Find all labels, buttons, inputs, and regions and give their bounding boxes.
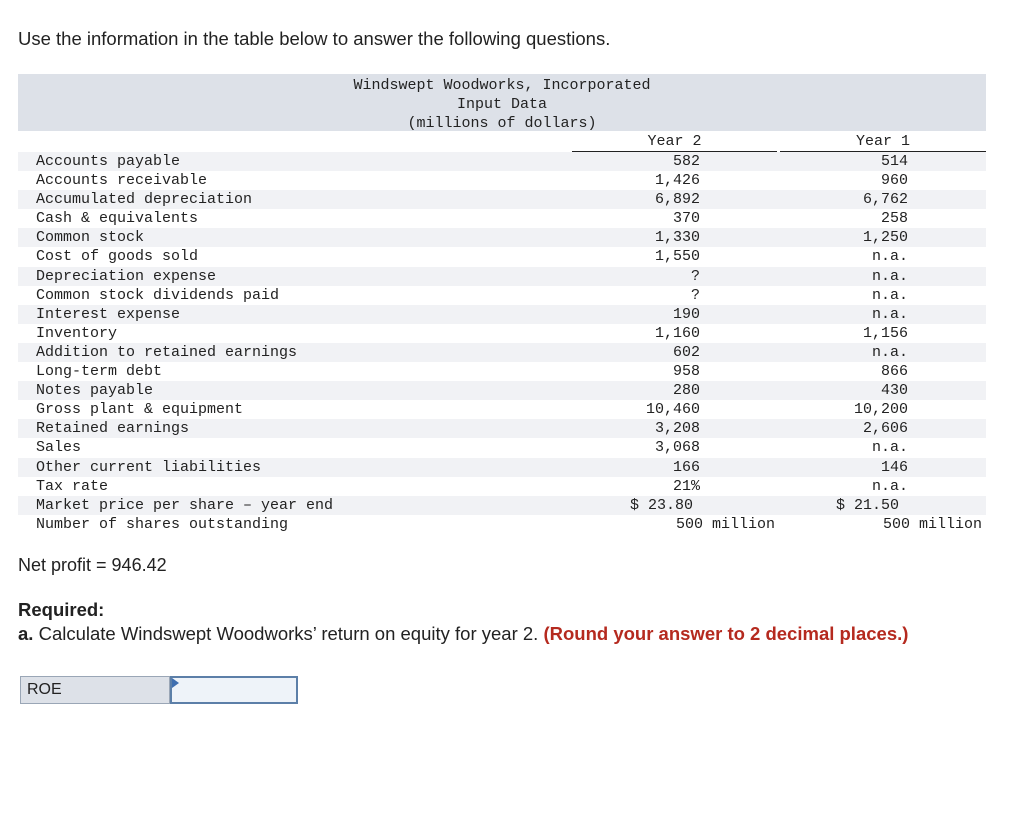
year-1-value: $ 21.50 xyxy=(836,496,900,514)
roe-input-wrapper xyxy=(170,676,298,704)
year-2-value: 21% xyxy=(672,477,700,495)
year-2-value: ? xyxy=(690,267,700,285)
roe-input[interactable] xyxy=(170,676,298,704)
rounding-note: (Round your answer to 2 decimal places.) xyxy=(543,623,909,644)
row-label: Market price per share – year end xyxy=(36,496,334,514)
roe-label: ROE xyxy=(20,676,170,704)
year-1-value: 258 xyxy=(880,210,908,228)
year-1-value: n.a. xyxy=(871,248,908,266)
table-row xyxy=(18,247,986,266)
table-row xyxy=(18,286,986,305)
year-2-value: 1,330 xyxy=(654,229,700,247)
year-1-value: n.a. xyxy=(871,343,908,361)
year-2-value: 10,460 xyxy=(645,401,700,419)
year-1-value: n.a. xyxy=(871,439,908,457)
table-row xyxy=(18,496,986,515)
year-1-value: n.a. xyxy=(871,305,908,323)
table-row xyxy=(18,381,986,400)
year-2-value: 280 xyxy=(672,382,700,400)
row-label: Retained earnings xyxy=(36,420,190,438)
year-1-value: 960 xyxy=(880,172,908,190)
row-label: Cost of goods sold xyxy=(36,248,199,266)
row-label: Accounts receivable xyxy=(36,172,208,190)
row-label: Accounts payable xyxy=(36,153,181,170)
row-label: Addition to retained earnings xyxy=(36,343,298,361)
data-table xyxy=(18,152,986,534)
row-label: Interest expense xyxy=(36,305,181,323)
table-row xyxy=(18,305,986,324)
table-row xyxy=(18,419,986,438)
row-label: Accumulated depreciation xyxy=(36,191,253,209)
column-header-year-1: Year 1 xyxy=(780,133,986,152)
table-subtitle: Input Data xyxy=(456,96,547,113)
year-2-value: 1,426 xyxy=(654,172,700,190)
year-2-value: 602 xyxy=(672,343,700,361)
year-1-value: 6,762 xyxy=(862,191,908,209)
table-row xyxy=(18,362,986,381)
year-2-value: $ 23.80 xyxy=(630,496,694,514)
table-title: Windswept Woodworks, Incorporated xyxy=(353,77,651,94)
year-2-value: 370 xyxy=(672,210,700,228)
table-row xyxy=(18,324,986,343)
row-label: Gross plant & equipment xyxy=(36,401,244,419)
row-label: Notes payable xyxy=(36,382,154,400)
question-body: Calculate Windswept Woodworks’ return on equity for year 2. xyxy=(38,623,539,644)
row-label: Other current liabilities xyxy=(36,458,262,476)
year-1-value: 430 xyxy=(880,382,908,400)
year-2-value: 1,160 xyxy=(654,324,700,342)
year-1-value: 10,200 xyxy=(853,401,908,419)
row-label: Depreciation expense xyxy=(36,267,217,285)
column-header-year-2: Year 2 xyxy=(572,133,777,152)
year-2-value: 500 million xyxy=(675,515,775,533)
row-label: Tax rate xyxy=(36,477,109,495)
row-label: Long-term debt xyxy=(36,363,163,381)
table-row xyxy=(18,458,986,477)
year-2-value: 3,208 xyxy=(654,420,700,438)
year-1-value: n.a. xyxy=(871,477,908,495)
question-part-label: a. xyxy=(18,623,34,644)
year-1-value: n.a. xyxy=(871,267,908,285)
table-row xyxy=(18,190,986,209)
year-2-value: 3,068 xyxy=(654,439,700,457)
table-row xyxy=(18,209,986,228)
table-row xyxy=(18,267,986,286)
row-label: Cash & equivalents xyxy=(36,210,199,228)
table-row xyxy=(18,152,986,171)
year-2-value: 166 xyxy=(672,458,700,476)
year-1-value: 866 xyxy=(880,363,908,381)
table-row xyxy=(18,228,986,247)
row-label: Common stock xyxy=(36,229,145,247)
year-1-value: 1,156 xyxy=(862,324,908,342)
row-label: Sales xyxy=(36,439,82,457)
table-row xyxy=(18,477,986,496)
year-1-value: 1,250 xyxy=(862,229,908,247)
year-1-value: 146 xyxy=(880,458,908,476)
table-row xyxy=(18,400,986,419)
row-label: Number of shares outstanding xyxy=(36,515,289,533)
year-1-value: n.a. xyxy=(871,286,908,304)
year-2-value: 6,892 xyxy=(654,191,700,209)
table-row xyxy=(18,438,986,457)
required-heading: Required: xyxy=(18,599,105,620)
table-row xyxy=(18,343,986,362)
question-text xyxy=(18,623,908,645)
answer-row xyxy=(20,676,298,704)
year-1-value: 514 xyxy=(880,153,908,170)
year-2-value: 1,550 xyxy=(654,248,700,266)
table-row xyxy=(18,171,986,190)
instructions-text: Use the information in the table below to answer the following questions. xyxy=(18,28,611,49)
year-2-value: 958 xyxy=(672,363,700,381)
year-1-value: 2,606 xyxy=(862,420,908,438)
row-label: Inventory xyxy=(36,324,118,342)
year-2-value: 582 xyxy=(672,153,700,170)
year-2-value: ? xyxy=(690,286,700,304)
year-2-value: 190 xyxy=(672,305,700,323)
net-profit-text: Net profit = 946.42 xyxy=(18,555,167,575)
table-units: (millions of dollars) xyxy=(407,115,597,132)
table-header xyxy=(18,74,986,131)
table-row xyxy=(18,515,986,534)
year-1-value: 500 million xyxy=(882,515,982,533)
row-label: Common stock dividends paid xyxy=(36,286,280,304)
